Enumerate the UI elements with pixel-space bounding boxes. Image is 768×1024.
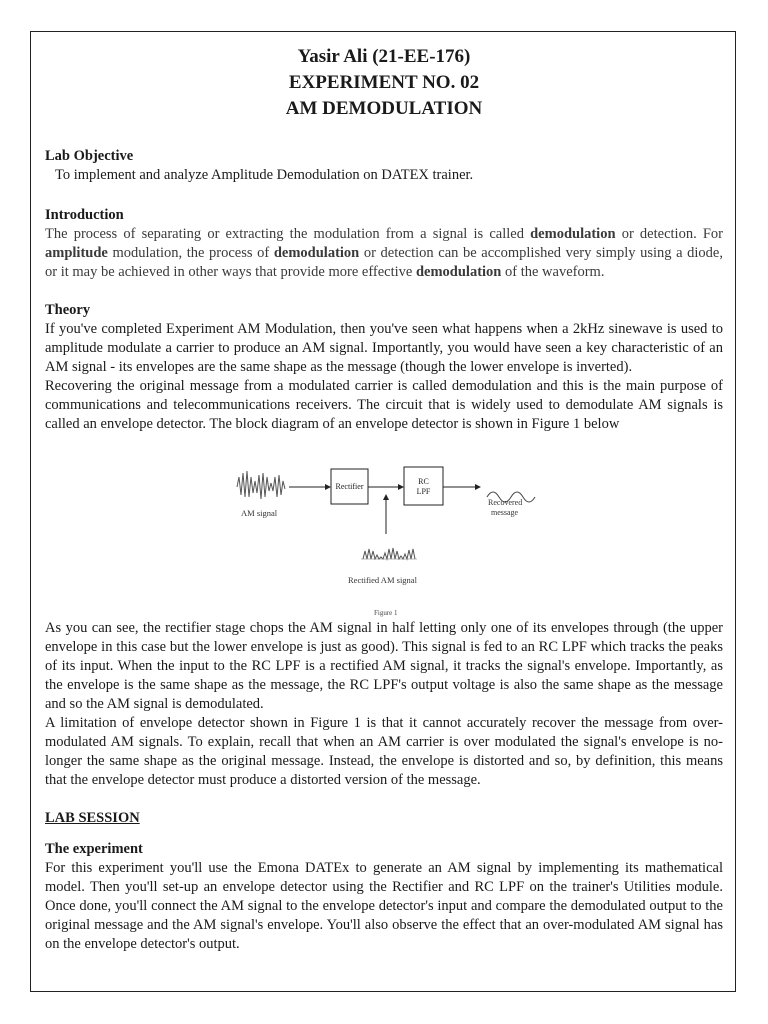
experiment-number: EXPERIMENT NO. 02 [288,72,480,93]
am-signal-waveform [237,471,285,499]
experiment-text: For this experiment you'll use the Emona DATEx to generate an AM signal by implementing its mathematical model. Then you'll set-up an envelope detector using the Rectifier and RC LPF on the trainer's Utilities module. Once done, you'll connect the AM signal to the envelope detector's input and compare the demodulated output to the original message and the AM signal's envelope. You'll also observe the effect that an over-modulated AM signal has on the envelope detector's output. [45,860,723,952]
author-line: Yasir Ali (21-EE-176) [297,46,471,67]
rectified-label: Rectified AM signal [348,575,417,585]
introduction-text: The process of separating or extracting the modulation from a signal is called demodulation or detection. For amplitude modulation, the process of demodulation or detection can be accomplished very simply using a diode, or it may be achieved in other ways that provide more effective demodulation of the waveform. [45,226,723,280]
explanation-paragraph-2: A limitation of envelope detector shown in Figure 1 is that it cannot accurately recover the message from over-modulated AM signals. To explain, recall that when an AM carrier is over modulated the signal's envelope is no-longer the same shape as the original message. Instead, the envelope is distorted and so, by definition, this means that the envelope detector must produce a distorted version of the message. [45,715,723,788]
figure-caption: Figure 1 [374,609,398,617]
rectified-signal-waveform [363,548,415,559]
lpf-label-line2: LPF [416,487,431,496]
theory-heading: Theory [45,302,91,318]
theory-paragraph-2: Recovering the original message from a modulated carrier is called demodulation and this is the main purpose of communications and telecommunications receivers. The circuit that is widely used to demodulate AM signals is called an envelope detector. The block diagram of an envelope detector is shown in Figure 1 below [45,378,723,432]
objective-text: To implement and analyze Amplitude Demodulation on DATEX trainer. [55,167,474,183]
lpf-label-line1: RC [418,477,429,486]
explanation-paragraph-1: As you can see, the rectifier stage chops the AM signal in half letting only one of its envelopes through (the upper envelope in this case but the lower envelope is just as good). This signal is fed to an RC LPF which tracks the peaks of its input. When the input to the RC LPF is a rectified AM signal, it tracks the signal's envelope. Importantly, as the envelope is the same shape as the message, the RC LPF's output voltage is also the same shape as the message and so the AM signal is demodulated. [45,620,723,712]
introduction-heading: Introduction [45,207,124,223]
objective-heading: Lab Objective [45,148,134,164]
rc-lpf-block [404,467,443,505]
document-content [45,44,723,954]
am-signal-label: AM signal [241,508,278,518]
document-title: AM DEMODULATION [285,98,483,119]
experiment-heading: The experiment [45,841,143,857]
recovered-label-line1: Recovered [488,498,523,507]
recovered-label-line2: message [491,508,519,517]
figure-1-block-diagram [45,434,723,619]
theory-paragraph-1: If you've completed Experiment AM Modulation, then you've seen what happens when a 2kHz sinewave is used to amplitude modulate a carrier to produce an AM signal. Importantly, you would have seen a key characteristic of an AM signal - its envelopes are the same shape as the message (though the lower envelope is inverted). [45,321,723,375]
rectifier-label: Rectifier [335,482,364,491]
lab-session-heading: LAB SESSION [45,810,140,826]
